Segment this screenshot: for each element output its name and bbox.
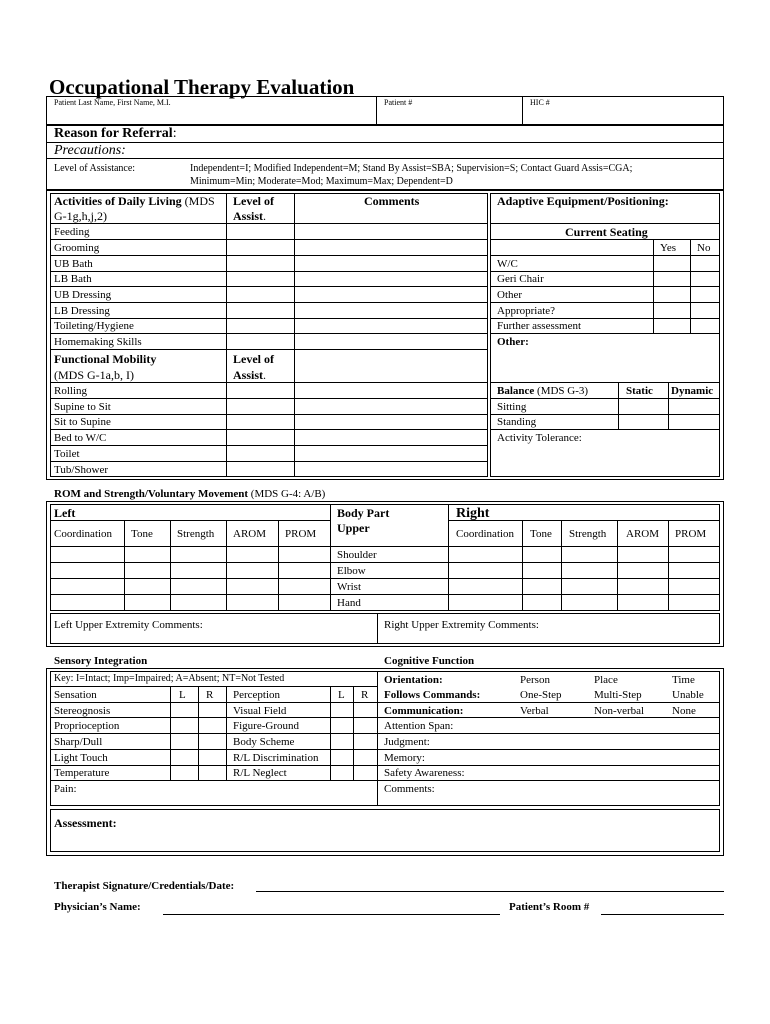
perception-item-rl-neglect: R/L Neglect (233, 767, 287, 779)
body-part-upper: Upper (337, 521, 370, 535)
mobility-level-header: Level of (233, 352, 274, 366)
mobility-level-header-line2: Assist. (233, 368, 267, 382)
mobility-item-rolling: Rolling (54, 385, 88, 397)
assist-label: Level of Assistance: (54, 163, 136, 174)
adl-item-feeding: Feeding (54, 226, 90, 238)
perception-item-rl-discrimination: R/L Discrimination (233, 752, 319, 764)
communication-none[interactable]: None (672, 705, 696, 717)
physician-name-line[interactable] (163, 914, 500, 915)
communication-verbal[interactable]: Verbal (520, 705, 549, 717)
therapist-signature-label: Therapist Signature/Credentials/Date: (54, 880, 235, 892)
adl-item-ub-dressing: UB Dressing (54, 289, 112, 301)
sensation-item-proprioception: Proprioception (54, 720, 120, 732)
balance-static-header: Static (626, 385, 653, 397)
precautions-label: Precautions (54, 143, 122, 158)
physician-name-label: Physician’s Name: (54, 901, 141, 913)
perception-header: Perception (233, 689, 281, 701)
sensation-r-header: R (206, 689, 214, 701)
sensory-header: Sensory Integration (54, 655, 148, 667)
adl-item-homemaking: Homemaking Skills (54, 336, 142, 348)
seating-yes-header: Yes (660, 242, 677, 254)
follows-commands-label: Follows Commands: (384, 689, 481, 701)
pain-field[interactable]: Pain: (54, 783, 77, 795)
right-ue-comments-field[interactable]: Right Upper Extremity Comments: (384, 619, 539, 631)
memory-field[interactable]: Memory: (384, 752, 425, 764)
mobility-item-sit-to-supine: Sit to Supine (54, 416, 111, 428)
current-seating-header: Current Seating (565, 225, 648, 239)
adl-header: Activities of Daily Living (MDS (54, 194, 215, 208)
perception-item-figure-ground: Figure-Ground (233, 720, 299, 732)
sensation-header: Sensation (54, 689, 97, 701)
mobility-item-bed-to-wc: Bed to W/C (54, 432, 107, 444)
left-ue-comments-field[interactable]: Left Upper Extremity Comments: (54, 619, 203, 631)
mobility-item-tub-shower: Tub/Shower (54, 464, 108, 476)
reason-label: Reason for Referral (54, 126, 173, 141)
body-part-wrist: Wrist (337, 581, 361, 593)
patient-room-label: Patient’s Room # (509, 901, 590, 913)
right-col-coordination: Coordination (456, 528, 515, 540)
seating-no-header: No (697, 242, 711, 254)
left-col-prom: PROM (285, 528, 317, 540)
rom-right-header: Right (456, 506, 490, 521)
cognitive-header: Cognitive Function (384, 655, 475, 667)
adl-item-lb-bath: LB Bath (54, 273, 92, 285)
right-col-arom: AROM (626, 528, 660, 540)
left-col-arom: AROM (233, 528, 267, 540)
seating-item-appropriate: Appropriate? (497, 305, 556, 317)
rom-header: ROM and Strength/Voluntary Movement (MDS G-4: A/B) (54, 488, 326, 500)
form-title: Occupational Therapy Evaluation (49, 75, 355, 99)
judgment-field[interactable]: Judgment: (384, 736, 430, 748)
adl-comments-header: Comments (364, 194, 420, 208)
adl-item-ub-bath: UB Bath (54, 258, 93, 270)
body-part-hand: Hand (337, 597, 361, 609)
communication-non-verbal[interactable]: Non-verbal (594, 705, 645, 717)
patient-room-line[interactable] (601, 914, 724, 915)
precautions-field[interactable] (54, 143, 126, 159)
assist-key-line2: Minimum=Min; Moderate=Mod; Maximum=Max; Dependent=D (190, 176, 453, 187)
balance-header: Balance (MDS G-3) (497, 385, 589, 397)
left-col-tone: Tone (131, 528, 153, 540)
orientation-label: Orientation: (384, 674, 443, 686)
perception-item-visual-field: Visual Field (233, 705, 287, 717)
assist-key-line1: Independent=I; Modified Independent=M; Stand By Assist=SBA; Supervision=S; Contact Guard Assis=CGA; (190, 163, 633, 174)
therapist-signature-line[interactable] (256, 891, 724, 892)
mobility-header-line2: (MDS G-1a,b, I) (54, 368, 134, 382)
assessment-field[interactable]: Assessment: (54, 816, 117, 830)
precautions-colon: : (121, 143, 126, 158)
orientation-person[interactable]: Person (520, 674, 550, 686)
adl-level-header: Level of (233, 194, 274, 208)
right-col-tone: Tone (530, 528, 552, 540)
follows-one-step[interactable]: One-Step (520, 689, 562, 701)
left-col-coordination: Coordination (54, 528, 113, 540)
perception-r-header: R (361, 689, 369, 701)
adl-header-line2: G-1g,h,j,2) (54, 209, 107, 223)
body-part-header: Body Part (337, 506, 390, 520)
balance-item-standing: Standing (497, 416, 537, 428)
adl-item-grooming: Grooming (54, 242, 100, 254)
reason-for-referral-field[interactable] (54, 126, 177, 142)
adaptive-other-field[interactable]: Other: (497, 336, 529, 348)
seating-item-wc: W/C (497, 258, 518, 270)
hic-number-field[interactable]: HIC # (530, 98, 550, 107)
seating-item-geri-chair: Geri Chair (497, 273, 544, 285)
seating-item-other: Other (497, 289, 523, 301)
rom-left-header: Left (54, 506, 76, 520)
body-part-shoulder: Shoulder (337, 549, 377, 561)
activity-tolerance-field[interactable]: Activity Tolerance: (497, 432, 582, 444)
sensation-item-temperature: Temperature (54, 767, 110, 779)
perception-l-header: L (338, 689, 345, 701)
sensation-item-stereognosis: Stereognosis (54, 705, 111, 717)
left-col-strength: Strength (177, 528, 215, 540)
right-col-prom: PROM (675, 528, 707, 540)
balance-dynamic-header: Dynamic (671, 385, 714, 397)
seating-item-further-assessment: Further assessment (497, 320, 582, 332)
attention-span-field[interactable]: Attention Span: (384, 720, 454, 732)
follows-multi-step[interactable]: Multi-Step (594, 689, 642, 701)
mobility-item-toilet: Toilet (54, 448, 80, 460)
mobility-item-supine-to-sit: Supine to Sit (54, 401, 111, 413)
body-part-elbow: Elbow (337, 565, 366, 577)
adl-item-lb-dressing: LB Dressing (54, 305, 110, 317)
sensory-key: Key: I=Intact; Imp=Impaired; A=Absent; NT=Not Tested (54, 673, 285, 684)
orientation-time[interactable]: Time (672, 674, 695, 686)
right-col-strength: Strength (569, 528, 607, 540)
orientation-place[interactable]: Place (594, 674, 618, 686)
sensation-item-light-touch: Light Touch (54, 752, 108, 764)
cognitive-comments-field[interactable]: Comments: (384, 783, 435, 795)
safety-awareness-field[interactable]: Safety Awareness: (384, 767, 465, 779)
perception-item-body-scheme: Body Scheme (233, 736, 295, 748)
follows-unable[interactable]: Unable (672, 689, 704, 701)
adaptive-header: Adaptive Equipment/Positioning: (497, 194, 669, 208)
adl-level-header-line2: Assist. (233, 209, 267, 223)
balance-item-sitting: Sitting (497, 401, 527, 413)
communication-label: Communication: (384, 705, 464, 717)
patient-number-field[interactable]: Patient # (384, 98, 413, 107)
reason-colon: : (172, 126, 177, 141)
patient-name-field[interactable]: Patient Last Name, First Name, M.I. (54, 98, 171, 107)
sensation-item-sharp-dull: Sharp/Dull (54, 736, 103, 748)
mobility-header: Functional Mobility (54, 352, 157, 366)
sensation-l-header: L (179, 689, 186, 701)
adl-item-toileting: Toileting/Hygiene (54, 320, 134, 332)
